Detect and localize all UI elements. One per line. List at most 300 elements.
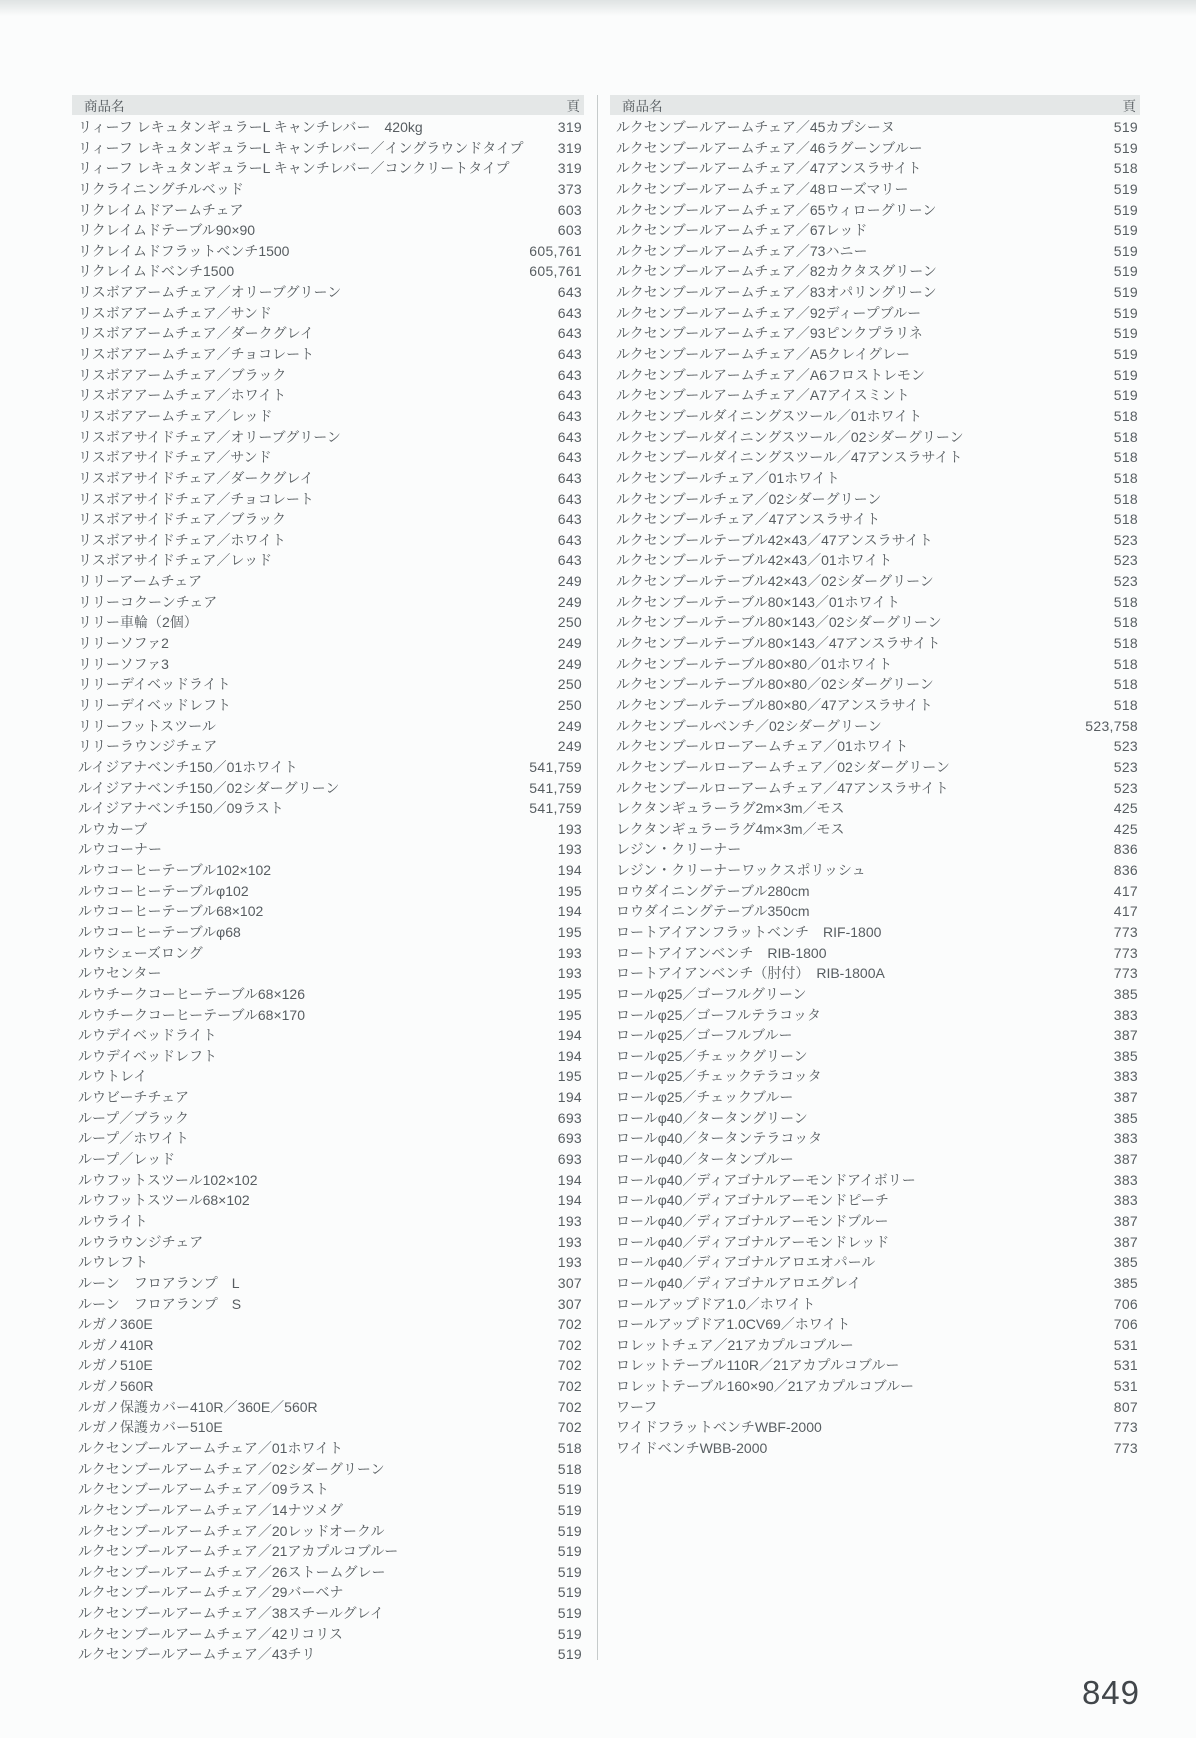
product-name: ルクセンブールローアームチェア／47アンスラサイト [616,779,949,796]
table-row [72,1190,584,1211]
product-name: ルクセンブールテーブル42×43／02シダーグリーン [616,573,934,590]
page-number: 693 [557,1130,582,1147]
table-row [610,1294,1140,1315]
page-number: 383 [1113,1006,1138,1023]
product-name: ロレットチェア／21アカプルコブルー [616,1336,854,1353]
table-row [610,901,1140,922]
page-number: 519 [1113,242,1138,259]
product-name: ルウコーヒーテーブル102×102 [78,862,272,879]
table-row [72,571,584,592]
table-row [72,138,584,159]
table-row [72,385,584,406]
page-number: 643 [557,531,582,548]
table-row [610,323,1140,344]
product-name: ルクセンブールアームチェア／A5クレイグレー [616,346,911,363]
table-row [72,922,584,943]
table-row [72,1025,584,1046]
page-number: 518 [557,1440,582,1456]
column-header-left [72,95,584,115]
product-name: ロールφ40／ディアゴナルアロエグレイ [616,1274,862,1291]
product-name: ロールφ25／ゴーフルグリーン [616,985,807,1002]
product-name: ルイジアナベンチ150／01ホワイト [78,758,298,775]
table-row [610,550,1140,571]
page-number: 193 [557,965,582,982]
table-row [610,860,1140,881]
product-name: ルクセンブールアームチェア／93ピンクプラリネ [616,325,923,342]
table-row [72,468,584,489]
product-name: リリーデイベッドレフト [78,696,232,713]
page-number: 249 [557,635,582,652]
page-number: 519 [1113,325,1138,342]
table-row [610,427,1140,448]
page-number: 643 [557,325,582,342]
table-row [72,1211,584,1232]
product-name: ルクセンブールアームチェア／45カプシーヌ [616,119,895,135]
product-name: ロールアップドア1.0／ホワイト [616,1295,816,1312]
page-number: 518 [1113,635,1138,652]
product-name: ルウシェーズロング [78,944,203,961]
table-row [72,592,584,613]
table-row [610,1025,1140,1046]
table-row [72,1603,584,1624]
table-row [72,1541,584,1562]
page-number: 195 [557,1006,582,1023]
page-number: 195 [557,923,582,940]
page-number: 773 [1113,944,1138,961]
product-name: ロールφ25／チェックグリーン [616,1047,808,1064]
table-row [72,1335,584,1356]
table-row [72,1128,584,1149]
product-name: ロールφ25／チェックテラコッタ [616,1068,822,1085]
product-name: ルクセンブールアームチェア／82カクタスグリーン [616,263,937,280]
table-row [610,881,1140,902]
table-row [72,1479,584,1500]
product-name: ルクセンブールアームチェア／67レッド [616,222,868,239]
product-name: リスボアアームチェア／サンド [78,304,272,321]
table-row [610,674,1140,695]
product-name: リリーアームチェア [78,573,203,590]
table-row [72,901,584,922]
page-number: 523 [1113,779,1138,796]
product-name: リリーソファ3 [78,655,169,672]
column-divider [597,95,598,1660]
page-number: 773 [1113,1440,1138,1456]
folio-page-number: 849 [1081,1674,1140,1711]
table-row [610,984,1140,1005]
product-name: ロールφ40／ディアゴナルアーモンドレッド [616,1233,890,1250]
page-number: 383 [1113,1130,1138,1147]
page-number: 706 [1113,1295,1138,1312]
index-rows-right [610,117,1140,1459]
product-name: リスボアサイドチェア／ブラック [78,511,287,528]
page-number: 519 [1113,180,1138,197]
table-row [610,716,1140,737]
page-number: 194 [557,903,582,920]
product-name: ルクセンブールアームチェア／43チリ [78,1646,316,1663]
product-name: リスボアアームチェア／オリーブグリーン [78,284,342,301]
product-name: ルクセンブールアームチェア／14ナツメグ [78,1501,344,1518]
page-number: 531 [1113,1378,1138,1395]
table-row [610,798,1140,819]
table-row [610,922,1140,943]
table-row [72,984,584,1005]
table-row [610,344,1140,365]
page-number: 383 [1113,1068,1138,1085]
table-row [610,1335,1140,1356]
page-number: 518 [1113,696,1138,713]
index-column-left [72,95,584,1665]
page-number: 518 [1113,428,1138,445]
page-number: 193 [557,841,582,858]
page-number: 518 [1113,490,1138,507]
page-number: 319 [557,160,582,177]
product-name: ルクセンブールアームチェア／02シダーグリーン [78,1460,385,1477]
product-name: リリーデイベッドライト [78,676,231,693]
table-row [610,117,1140,138]
page-number: 250 [557,676,582,693]
product-name: ルーン フロアランプ L [78,1274,240,1291]
page-number: 250 [557,614,582,631]
page-number: 643 [557,552,582,569]
page-number: 519 [557,1501,582,1518]
product-name: ループ／レッド [78,1151,176,1168]
page-number: 643 [557,284,582,301]
product-name: ルクセンブールダイニングスツール／47アンスラサイト [616,449,963,466]
table-row [610,1438,1140,1459]
table-row [72,323,584,344]
table-row [72,1108,584,1129]
product-name: リスボアサイドチェア／ホワイト [78,531,286,548]
page-number: 519 [1113,366,1138,383]
product-name: ルクセンブールアームチェア／73ハニー [616,242,868,259]
page-number: 702 [557,1316,582,1333]
product-name: ロールφ25／ゴーフルブルー [616,1027,793,1044]
product-name: ロールφ40／タータンブルー [616,1151,794,1168]
product-name-header: 商品名 [84,99,125,114]
page-number: 519 [557,1646,582,1663]
table-row [610,200,1140,221]
product-name: ルクセンブールアームチェア／38スチールグレイ [78,1605,384,1622]
table-row [610,592,1140,613]
product-name: ロールφ40／ディアゴナルアロエオパール [616,1254,876,1271]
page-number: 195 [557,1068,582,1085]
page-number: 194 [557,1027,582,1044]
table-row [610,365,1140,386]
page-number: 518 [1113,407,1138,424]
page-number: 603 [557,222,582,239]
page-number: 518 [1113,511,1138,528]
table-row [72,200,584,221]
page-number: 194 [557,1047,582,1064]
table-row [72,1562,584,1583]
product-name-header: 商品名 [622,99,663,114]
product-name: ロートアイアンベンチ RIB-1800 [616,944,827,961]
page-number: 523 [1113,758,1138,775]
product-name: ルクセンブールチェア／47アンスラサイト [616,511,881,528]
product-name: ルクセンブールテーブル42×43／01ホワイト [616,552,893,569]
table-row [72,1294,584,1315]
product-name: ロールφ40／ディアゴナルアーモンドピーチ [616,1192,889,1209]
page-number: 518 [1113,469,1138,486]
table-row [610,138,1140,159]
product-name: ルウコーナー [78,841,162,858]
page-number: 319 [557,139,582,156]
product-name: ロールφ25／ゴーフルテラコッタ [616,1006,821,1023]
product-name: リリーフットスツール [78,717,216,734]
page-number: 518 [1113,449,1138,466]
product-name: ルガノ360E [78,1316,153,1333]
page-number: 643 [557,490,582,507]
product-name: ルウカーブ [78,820,148,837]
page-number: 385 [1113,1047,1138,1064]
table-row [72,344,584,365]
page-number: 643 [557,511,582,528]
table-row [610,220,1140,241]
page-number: 702 [557,1357,582,1374]
table-row [72,179,584,200]
product-name: ロレットテーブル110R／21アカプルコブルー [616,1357,900,1374]
page-number: 541,759 [529,758,582,775]
table-row [610,1397,1140,1418]
table-row [610,1066,1140,1087]
page-number: 519 [1113,201,1138,218]
product-name: ルクセンブールテーブル42×43／47アンスラサイト [616,531,933,548]
product-name: ルクセンブールチェア／02シダーグリーン [616,490,882,507]
product-name: ルクセンブールテーブル80×80／01ホワイト [616,655,893,672]
product-name: ルガノ510E [78,1357,153,1374]
product-name: リクレイムドテーブル90×90 [78,222,256,239]
table-row [72,365,584,386]
page-number: 643 [557,449,582,466]
table-row [72,1273,584,1294]
index-column-right [610,95,1140,1459]
table-row [72,261,584,282]
page-number: 518 [557,1460,582,1477]
product-name: ルクセンブールローアームチェア／01ホワイト [616,738,909,755]
page-number: 519 [557,1522,582,1539]
table-row [72,406,584,427]
page-number: 518 [1113,593,1138,610]
table-row [72,427,584,448]
table-row [72,798,584,819]
table-row [72,158,584,179]
page-number: 193 [557,1212,582,1229]
page-number: 706 [1113,1316,1138,1333]
table-row [610,261,1140,282]
table-row [72,447,584,468]
product-name: ルウフットスツール68×102 [78,1192,250,1209]
table-row [72,612,584,633]
product-name: ワイドフラットベンチWBF-2000 [616,1419,822,1436]
product-name: ルクセンブールアームチェア／48ローズマリー [616,180,909,197]
page-number: 518 [1113,655,1138,672]
product-name: ロウダイニングテーブル280cm [616,882,810,899]
table-row [610,778,1140,799]
page-column-header: 頁 [1122,99,1136,114]
table-row [72,1459,584,1480]
page-number: 387 [1113,1233,1138,1250]
page-number: 249 [557,593,582,610]
page-number: 194 [557,1089,582,1106]
table-row [72,1417,584,1438]
table-row [610,489,1140,510]
page-number: 383 [1113,1171,1138,1188]
product-name: ロウダイニングテーブル350cm [616,903,810,920]
table-row [610,468,1140,489]
product-name: ロートアイアンベンチ（肘付） RIB-1800A [616,965,885,982]
product-name: ロールφ40／ディアゴナルアーモンドアイボリー [616,1171,916,1188]
table-row [610,1170,1140,1191]
table-row [72,1005,584,1026]
page-number: 807 [1113,1398,1138,1415]
table-row [72,1500,584,1521]
product-name: リスボアアームチェア／ブラック [78,366,287,383]
product-name: ワーフ [616,1398,658,1415]
product-name: ロールφ40／タータンテラコッタ [616,1130,823,1147]
product-name: リクレイムドアームチェア [78,201,244,218]
product-name: レジン・クリーナーワックスポリッシュ [616,862,866,879]
table-row [610,179,1140,200]
page-number: 193 [557,944,582,961]
page-number: 425 [1113,820,1138,837]
page-number: 519 [557,1543,582,1560]
product-name: ルウライト [78,1212,148,1229]
product-name: リスボアアームチェア／ホワイト [78,387,287,404]
table-row [610,1417,1140,1438]
product-name: ルウデイベッドライト [78,1027,217,1044]
page-number: 417 [1113,882,1138,899]
product-name: ルクセンブールテーブル80×143／02シダーグリーン [616,614,942,631]
product-name: ワイドベンチWBB-2000 [616,1440,768,1456]
product-name: リスボアサイドチェア／レッド [78,552,273,569]
product-name: ルクセンブールベンチ／02シダーグリーン [616,717,882,734]
table-row [72,1170,584,1191]
product-name: リスボアサイドチェア／オリーブグリーン [78,428,341,445]
page-number: 519 [1113,387,1138,404]
page-number: 702 [557,1398,582,1415]
page-number: 519 [1113,304,1138,321]
product-name: リィーフ レキュタンギュラーL キャンチレバー／イングラウンドタイプ [78,139,524,156]
product-name: リスボアアームチェア／ダークグレイ [78,325,314,342]
product-name: ルウラウンジチェア [78,1233,204,1250]
table-row [72,1521,584,1542]
table-row [72,1046,584,1067]
table-row [610,571,1140,592]
page-number: 193 [557,1233,582,1250]
product-name: リスボアサイドチェア／サンド [78,449,272,466]
page-number: 387 [1113,1151,1138,1168]
product-name: ルクセンブールダイニングスツール／01ホワイト [616,407,923,424]
product-name: ルガノ410R [78,1336,154,1353]
table-row [72,654,584,675]
page-number: 519 [1113,346,1138,363]
column-header-right [610,95,1140,115]
product-name: ルクセンブールアームチェア／92ディープブルー [616,304,922,321]
product-name: ルガノ保護カバー410R／360E／560R [78,1398,318,1415]
page-number: 387 [1113,1089,1138,1106]
product-name: ルイジアナベンチ150／02シダーグリーン [78,779,340,796]
table-row [610,1149,1140,1170]
page-number: 194 [557,862,582,879]
page-number: 541,759 [529,800,582,817]
page-number: 773 [1113,923,1138,940]
product-name: ルウセンター [78,965,162,982]
product-name: ロールφ25／チェックブルー [616,1089,794,1106]
product-name: リクレイムドベンチ1500 [78,263,235,280]
table-row [72,1438,584,1459]
page-number: 541,759 [529,779,582,796]
page-number: 702 [557,1336,582,1353]
table-row [610,819,1140,840]
product-name: ルクセンブールアームチェア／65ウィローグリーン [616,201,937,218]
page-number: 523 [1113,573,1138,590]
page-number: 193 [557,820,582,837]
table-row [72,757,584,778]
table-row [610,633,1140,654]
page-number: 531 [1113,1336,1138,1353]
table-row [72,695,584,716]
product-name: ルウコーヒーテーブルφ102 [78,882,249,899]
page-number: 385 [1113,985,1138,1002]
product-name: ルクセンブールテーブル80×80／02シダーグリーン [616,676,934,693]
page-number: 519 [1113,139,1138,156]
table-row [72,963,584,984]
product-name: リィーフ レキュタンギュラーL キャンチレバー／コンクリートタイプ [78,160,510,177]
product-name: ルガノ560R [78,1378,154,1395]
table-row [72,530,584,551]
product-name: ルウコーヒーテーブルφ68 [78,923,241,940]
product-name: ルクセンブールアームチェア／26ストームグレー [78,1563,386,1580]
table-row [610,1128,1140,1149]
product-name: ルクセンブールアームチェア／46ラグーンブルー [616,139,923,156]
table-row [610,612,1140,633]
product-name: リスボアサイドチェア／チョコレート [78,490,314,507]
product-name: ルウコーヒーテーブル68×102 [78,903,264,920]
page-number: 603 [557,201,582,218]
table-row [610,303,1140,324]
product-name: リクレイムドフラットベンチ1500 [78,242,290,259]
page-number: 249 [557,655,582,672]
table-row [72,1087,584,1108]
product-name: ルウチークコーヒーテーブル68×170 [78,1006,306,1023]
product-name: リリーコクーンチェア [78,593,218,610]
table-row [610,963,1140,984]
product-name: ルクセンブールダイニングスツール／02シダーグリーン [616,428,964,445]
table-row [610,1252,1140,1273]
page-number: 519 [1113,284,1138,301]
page-number: 519 [1113,119,1138,135]
page-number: 319 [557,119,582,135]
table-row [610,943,1140,964]
table-row [72,1066,584,1087]
product-name: ルクセンブールアームチェア／A6フロストレモン [616,366,926,383]
page-number: 643 [557,346,582,363]
page-number: 519 [1113,263,1138,280]
table-row [72,1644,584,1665]
page-column-header: 頁 [566,99,580,114]
page-number: 387 [1113,1212,1138,1229]
table-row [72,881,584,902]
table-row [72,282,584,303]
product-name: リスボアアームチェア／チョコレート [78,346,315,363]
product-name: ロールφ40／ディアゴナルアーモンドブルー [616,1212,889,1229]
product-name: リクライニングチルベッド [78,180,244,197]
product-name: レジン・クリーナー [616,841,742,858]
table-row [72,736,584,757]
page-number: 643 [557,407,582,424]
page-number: 523,758 [1085,717,1138,734]
page-number: 605,761 [529,242,582,259]
